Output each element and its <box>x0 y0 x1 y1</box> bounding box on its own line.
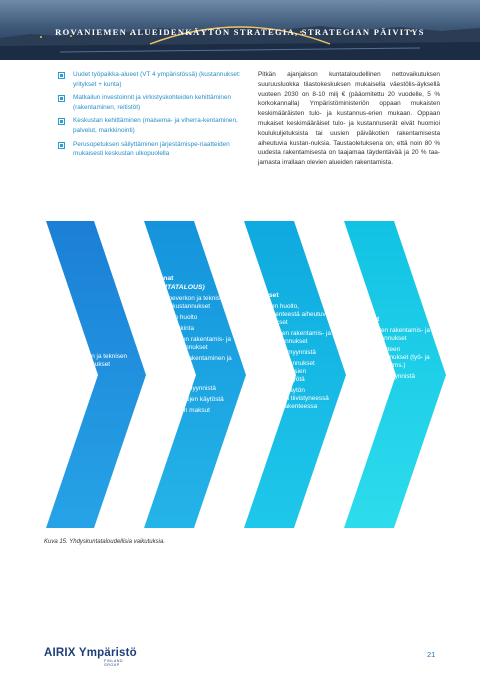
body-paragraph: Pitkän ajanjakson kuntataloudellinen nettovaikutuksen suuruusluokka tilastokeskuksen mukaisella väestölis-äyksellä vuoteen 2030 on 8-10 milj € (pääomitettu 20 vuodelle, 5 % korkokannalla) Ympäristöministeriön oppaan mukaisten keskimääräisten tulo- ja kustannus-erien mukaan. Oppaan mukaiset keskimääräiset tulo- ja kustannuserät eivät huomioi koulukuljetuksista tai uusien päiväkotien rakentamisesta aiheutuvia kustan-nuksia. Taustaoletuksena on, että noin 80 % uudesta rakentamisesta on taajamaa täydentävää ja 20 % taa-jamasta irrallaan olevien alueiden rakentamista. <box>258 71 440 167</box>
column-item: + palvelujen käytön lisääntyminen tiivistyneessä yhdyskuntarakenteessa <box>250 387 329 410</box>
bullet-text: Keskustan kehittäminen (maisema- ja viherra-kentaminen, palvelut, markkinointi) <box>73 117 238 134</box>
column-item: -palveluiden rakentaminen ja toimintamenot <box>150 355 232 370</box>
column-item: - maanhankinta <box>50 383 95 390</box>
column-item: - henkilöliikenteen liikennekustannukset (työ- ja asiointimatkat yms.) <box>349 346 430 369</box>
column-item: - rakennusten rakentamis- ja ylläpitokustannukset <box>150 336 231 351</box>
column-subtitle: (KUNTATALOUS) <box>150 284 205 291</box>
figure-caption: Kuva 15. Yhdyskuntataloudellisia vaikutuksia. <box>44 539 165 545</box>
column-title: Valtio <box>50 342 69 349</box>
bullet-text: Uudet työpaikka-alueet (VT 4 ympäristössä) (kustannukset: yritykset + kunta) <box>73 71 241 88</box>
page-number: 21 <box>427 650 436 659</box>
logo-text: AIRIX Ympäristö <box>44 647 137 659</box>
column-item: + tulot maan myynnistä <box>250 349 316 356</box>
bullet-text: Matkailun investoinnit ja virkistyskohteiden kehittäminen (rakentaminen, reitistöt) <box>73 94 232 111</box>
column-item: + tulot maan myynnistä <box>150 385 216 392</box>
column-item: - rakennusten rakentamis- ja ylläpitokustannukset <box>250 330 331 345</box>
column-item: - maanhankinta <box>150 325 195 332</box>
column-title: Asukkaat <box>349 316 380 323</box>
column-item: - tekninen huolto <box>50 372 98 379</box>
header-title: ROVANIEMEN ALUEIDENKÄYTÖN STRATEGIA, STRATEGIAN PÄIVITYS <box>55 27 425 37</box>
column-title: Yritykset <box>250 292 279 299</box>
column-item: + kuljetuskustannukset pienevät yhteyksien kehittymisen myötä <box>250 360 315 383</box>
column-item: - rakennusten rakentamis- ja ylläpitokustannukset <box>349 327 430 342</box>
column-item: + verotulot <box>150 374 181 381</box>
column-title: Kunnat <box>150 275 174 282</box>
column-yritykset <box>250 292 340 411</box>
column-item: + tulot maan myynnistä <box>349 373 415 380</box>
company-logo <box>44 647 137 667</box>
bullet-text: Perusopetuksen säilyttäminen järjestämispe-riaatteiden mukaisesti keskustan ulkopuolella <box>73 140 230 158</box>
column-kunnat <box>150 275 242 415</box>
column-item: - tekninen huolto <box>150 314 198 321</box>
column-item: - tekninen huolto, tavaraliikenteestä aiheutuvat kustannukset <box>250 303 332 326</box>
column-item: + vesihuollon maksut <box>150 407 210 414</box>
column-asukkaat <box>349 316 439 381</box>
column-valtio <box>50 342 142 391</box>
column-item: - liikenneverkon ja teknisen huollon kustannukset <box>150 295 228 310</box>
logo-subtext: FINLAND GROUP <box>104 659 124 667</box>
column-item: - liikenneverkon ja teknisen huollon kustannukset <box>50 353 128 368</box>
column-item: + tulot palvelujen käytöstä <box>150 396 224 403</box>
